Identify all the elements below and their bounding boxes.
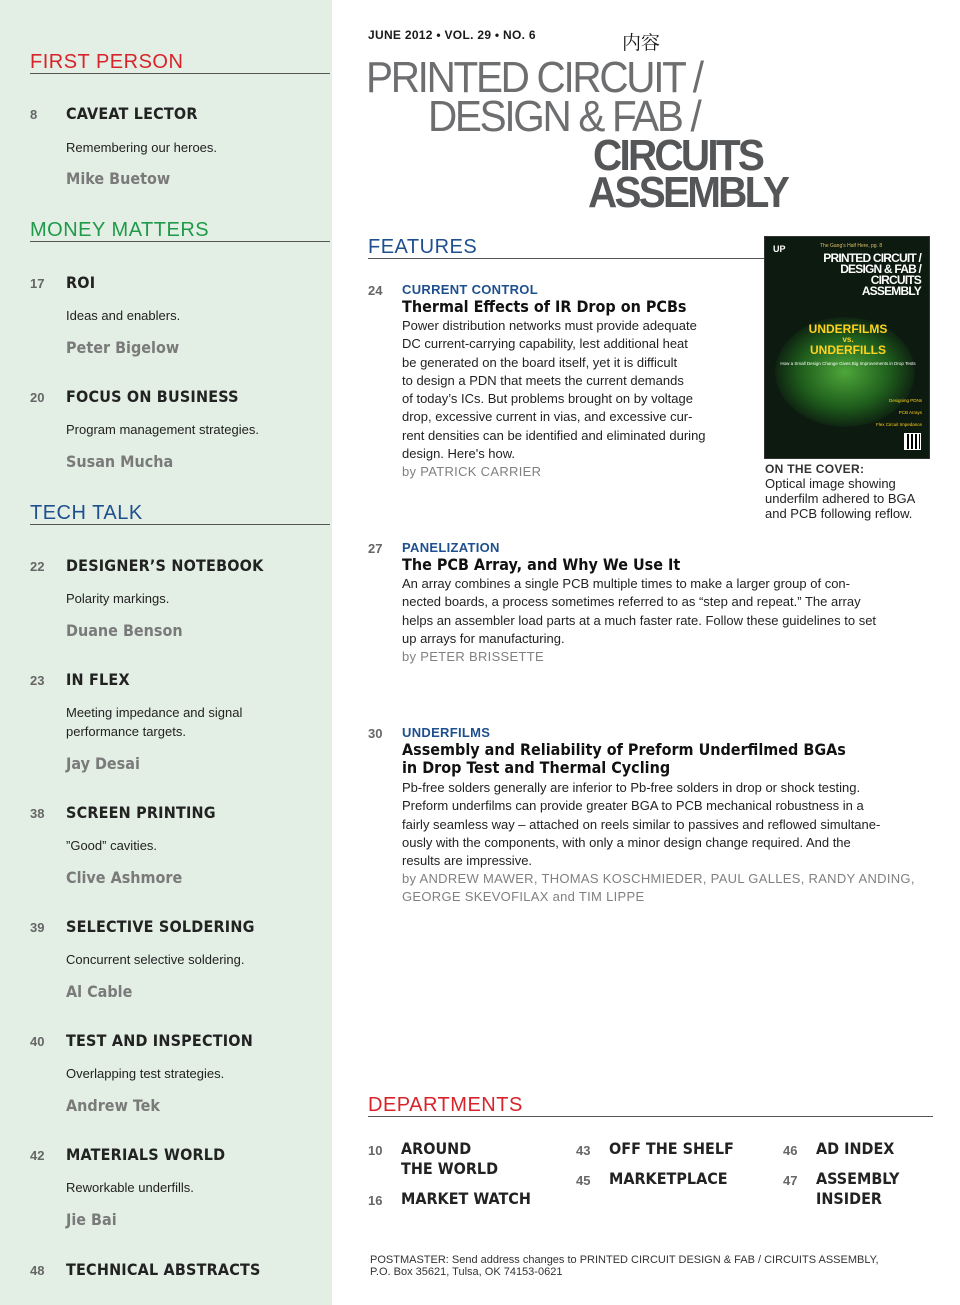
column-title: CAVEAT LECTOR [66, 104, 198, 123]
cover-top-line: The Gang's Half Here, pg. 8 [820, 243, 883, 249]
masthead-line-4: ASSEMBLY [588, 168, 788, 217]
cover-masthead: PRINTED CIRCUIT / DESIGN & FAB / CIRCUITS ASSEMBLY [823, 251, 921, 298]
cover-caption-text: Optical image showing underfilm adhered to BGA and PCB following reflow. [765, 476, 915, 521]
postmaster-notice: POSTMASTER: Send address changes to PRINTED CIRCUIT DESIGN & FAB / CIRCUITS ASSEMBLY, P.O. Box 35621, Tulsa, OK 74153-0621 [370, 1254, 879, 1278]
page-number: 47 [783, 1173, 798, 1188]
page-number: 22 [30, 559, 45, 574]
feature-description: Pb-free solders generally are inferior to Pb-free solders in drop or shock testing. Preform underfilms can provide greater BGA to PCB mechanical robustness in a fairly seamless way – attached on reels similar to passives and reflowed simultane- ously with the components, with only a minor design change required. And the results are impressive. [402, 780, 881, 869]
page-number: 27 [368, 541, 383, 556]
cover-caption [765, 462, 935, 521]
page-number: 40 [30, 1034, 45, 1049]
cover-subline: How a Small Design Change Gives Big Improvements in Drop Tests [780, 361, 916, 366]
column-title: TEST AND INSPECTION [66, 1031, 253, 1050]
column-author: Clive Ashmore [66, 868, 183, 887]
feature-description: Power distribution networks must provide adequate DC current-carrying capability, lest additional heat be generated on the board itself, yet it is difficult to design a PDN that meets the current demands of today’s ICs. But problems brought on by voltage drop, excessive current in vias, and excessive cur- rent densities can be identified and eliminated during design. Here's how. [402, 318, 706, 462]
column-title: TECHNICAL ABSTRACTS [66, 1260, 261, 1279]
column-author: Peter Bigelow [66, 338, 180, 357]
column-title: IN FLEX [66, 670, 130, 689]
page-number: 17 [30, 276, 45, 291]
section-heading-first-person: FIRST PERSON [30, 52, 330, 74]
column-title: SELECTIVE SOLDERING [66, 917, 255, 936]
qr-code-icon [904, 433, 921, 450]
column-author: Jay Desai [66, 754, 140, 773]
column-title: FOCUS ON BUSINESS [66, 387, 239, 406]
column-description: Remembering our heroes. [66, 140, 218, 155]
chinese-contents-label: 内容 [622, 33, 661, 54]
page-number: 16 [368, 1193, 383, 1208]
feature-byline: by ANDREW MAWER, THOMAS KOSCHMIEDER, PAUL GALLES, RANDY ANDING, GEORGE SKEVOFILAX and TIM LIPPE [402, 871, 915, 904]
column-description: Ideas and enablers. [66, 308, 181, 323]
page-number: 23 [30, 673, 45, 688]
departments-heading: DEPARTMENTS [368, 1095, 933, 1117]
feature-description: An array combines a single PCB multiple times to make a larger group of con- nected boards, a process sometimes referred to as “step and repeat.” The array helps an assembler load parts at a much faster rate. Follow these guidelines to set up arrays for manufacturing. [402, 576, 877, 646]
column-title: SCREEN PRINTING [66, 803, 216, 822]
column-author: Mike Buetow [66, 169, 171, 188]
column-description: Overlapping test strategies. [66, 1066, 225, 1081]
column-author: Susan Mucha [66, 452, 174, 471]
feature-title: The PCB Array, and Why We Use It [402, 555, 681, 574]
issue-line: JUNE 2012 • VOL. 29 • NO. 6 [368, 28, 536, 42]
cover-headline: UNDERFILMS vs. UNDERFILLS [808, 322, 888, 357]
department-name: OFF THE SHELF [609, 1139, 734, 1158]
column-description: Polarity markings. [66, 591, 170, 606]
page-number: 45 [576, 1173, 591, 1188]
column-title: DESIGNER’S NOTEBOOK [66, 556, 264, 575]
section-heading-money-matters: MONEY MATTERS [30, 220, 330, 242]
column-title: ROI [66, 273, 96, 292]
column-title: MATERIALS WORLD [66, 1145, 226, 1164]
page-number: 8 [30, 107, 38, 122]
feature-category: UNDERFILMS [402, 725, 491, 740]
page-number: 30 [368, 726, 383, 741]
cover-logo: UP [773, 244, 786, 254]
section-heading-tech-talk: TECH TALK [30, 503, 330, 525]
column-author: Duane Benson [66, 621, 183, 640]
features-heading: FEATURES [368, 237, 768, 259]
table-of-contents-sidebar [0, 0, 332, 1305]
department-name: MARKETPLACE [609, 1169, 728, 1188]
feature-byline: by PETER BRISSETTE [402, 649, 544, 664]
page-number: 24 [368, 283, 383, 298]
column-description: ”Good” cavities. [66, 838, 158, 853]
page-number: 42 [30, 1148, 45, 1163]
column-author: Jie Bai [66, 1210, 117, 1229]
page-number: 38 [30, 806, 45, 821]
feature-byline: by PATRICK CARRIER [402, 464, 542, 479]
page-number: 20 [30, 390, 45, 405]
department-name: ASSEMBLY INSIDER [816, 1169, 900, 1208]
page-number: 46 [783, 1143, 798, 1158]
page-number: 39 [30, 920, 45, 935]
column-author: Andrew Tek [66, 1096, 160, 1115]
masthead-line-3: CIRCUITS [593, 131, 763, 180]
column-author: Al Cable [66, 982, 133, 1001]
column-description: Concurrent selective soldering. [66, 952, 245, 967]
feature-category: PANELIZATION [402, 540, 500, 555]
department-name: MARKET WATCH [401, 1189, 531, 1208]
feature-title: Assembly and Reliability of Preform Underfilmed BGAs [402, 740, 846, 759]
page-number: 48 [30, 1263, 45, 1278]
feature-title: Thermal Effects of IR Drop on PCBs [402, 297, 687, 316]
department-name: AD INDEX [816, 1139, 895, 1158]
feature-title-line-2: in Drop Test and Thermal Cycling [402, 758, 671, 777]
column-description: Reworkable underfills. [66, 1180, 194, 1195]
feature-category: CURRENT CONTROL [402, 282, 538, 297]
cover-image [764, 236, 930, 459]
column-description: Program management strategies. [66, 422, 259, 437]
masthead-line-1: PRINTED CIRCUIT / [366, 53, 702, 102]
page-number: 10 [368, 1143, 383, 1158]
department-name: AROUND THE WORLD [401, 1139, 499, 1178]
column-description: Meeting impedance and signal performance targets. [66, 705, 243, 739]
page-number: 43 [576, 1143, 591, 1158]
cover-side-lines: Designing PDNs PCB Arrays Flex Circuit Impedance [875, 398, 922, 427]
masthead-line-2: DESIGN & FAB / [428, 92, 700, 141]
cover-caption-label: ON THE COVER: [765, 462, 865, 476]
